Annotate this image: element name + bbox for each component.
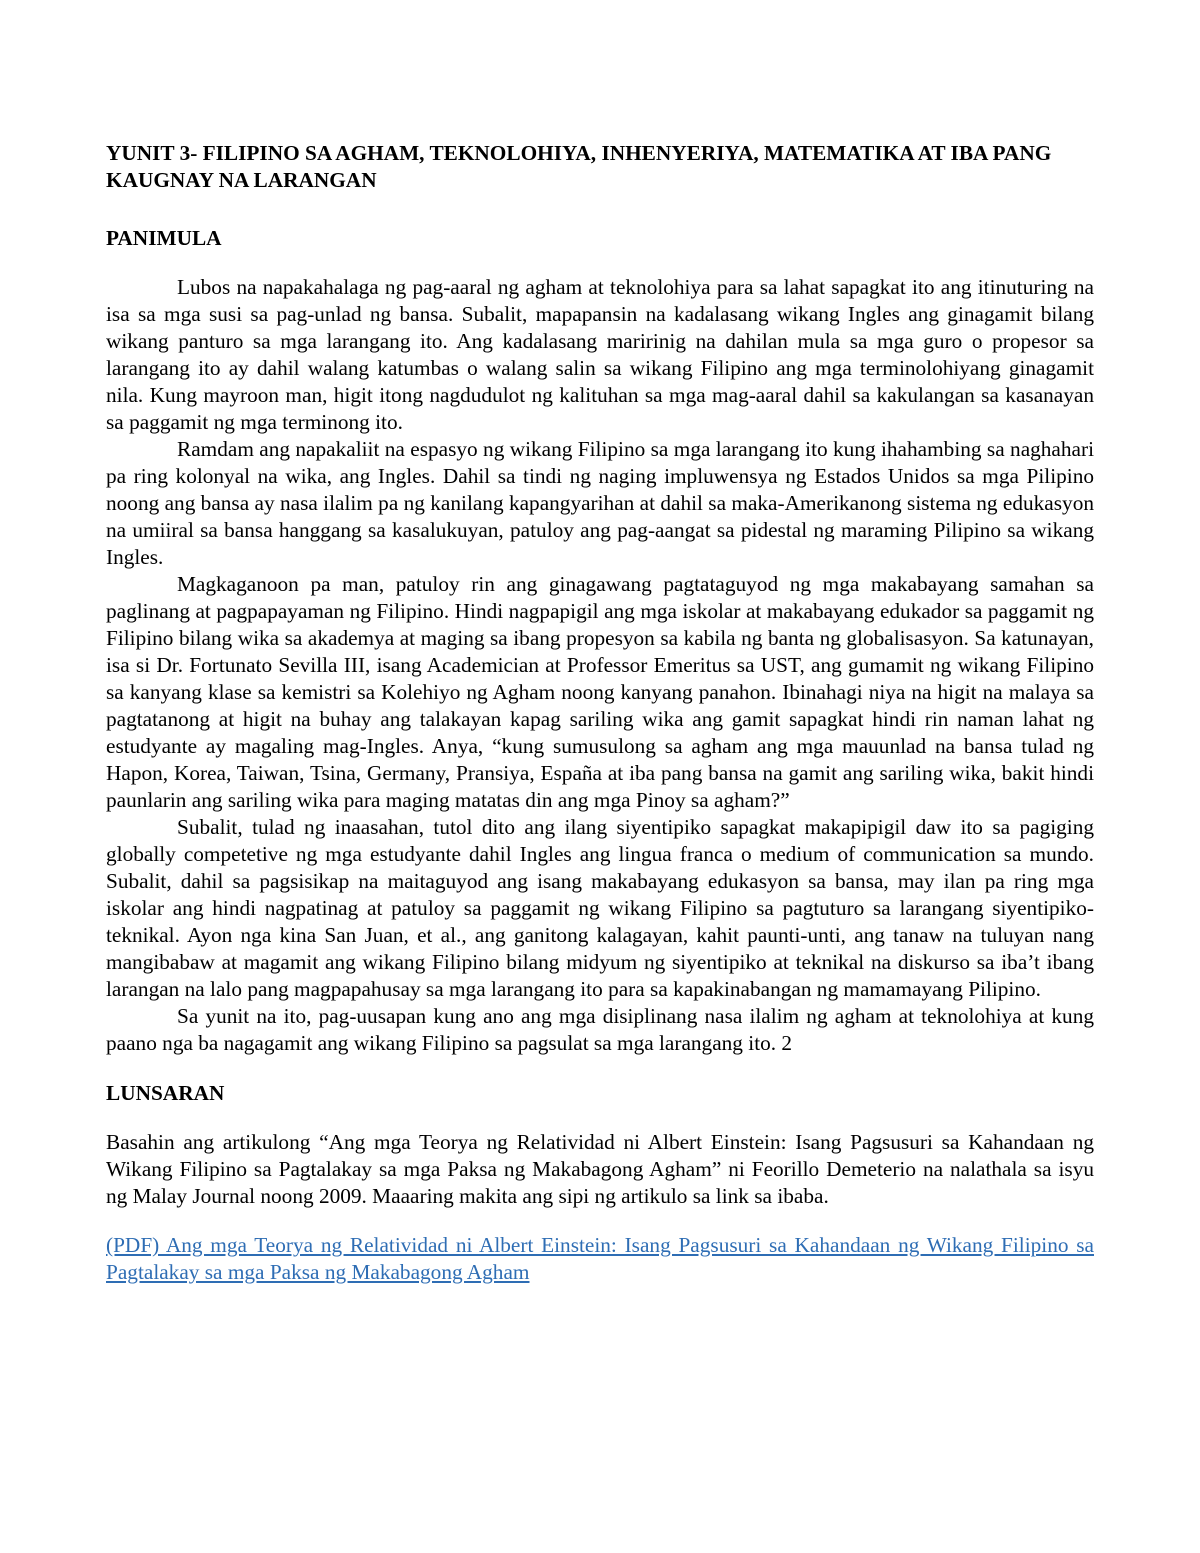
paragraph-2: Ramdam ang napakaliit na espasyo ng wikang Filipino sa mga larangang ito kung ihahambing sa naghahari pa ring kolonyal na wika, ang Ingles. Dahil sa tindi ng naging impluwensya ng Estados Unidos sa mga Pilipino noong ang bansa ay nasa ilalim pa ng kanilang kapangyarihan at dahil sa maka-Amerikanong sistema ng edukasyon na umiiral sa bansa hanggang sa kasalukuyan, patuloy ang pag-aangat sa pidestal ng maraming Pilipino sa wikang Ingles. bbox=[106, 437, 1094, 569]
section-heading-panimula: PANIMULA bbox=[106, 226, 222, 250]
paragraph-4: Subalit, tulad ng inaasahan, tutol dito ang ilang siyentipiko sapagkat makapipigil daw ito sa pagiging globally competetive ng mga estudyante dahil Ingles ang lingua franca o medium of communication sa mundo. Subalit, dahil sa pagsisikap na maitaguyod ang isang makabayang edukasyon sa bansa, may ilan pa ring mga iskolar ang hindi nagpatinag at patuloy sa paggamit ng wikang Filipino sa pagtuturo sa larangang siyentipiko-teknikal. Ayon nga kina San Juan, et al., ang ganitong kalagayan, kahit paunti-unti, ang tanaw na tuluyan nang mangibabaw at magamit ang wikang Filipino bilang midyum ng siyentipiko at teknikal na diskurso sa iba’t ibang larangan na lalo pang magpapahusay sa mga larangang ito para sa kapakinabangan ng mamamayang Pilipino. bbox=[106, 815, 1094, 1001]
paragraph-1: Lubos na napakahalaga ng pag-aaral ng agham at teknolohiya para sa lahat sapagkat ito ang itinuturing na isa sa mga susi sa pag-unlad ng bansa. Subalit, mapapansin na kadalasang wikang Ingles ang ginagamit bilang wikang panturo sa mga larangang ito. Ang kadalasang maririnig na dahilan mula sa mga guro o propesor sa larangang ito ay dahil walang katumbas o walang salin sa wikang Filipino ang mga terminolohiyang ginagamit nila. Kung mayroon man, higit itong nagdudulot ng kalituhan sa mga mag-aaral dahil sa kakulangan sa kasanayan sa paggamit ng mga terminong ito. bbox=[106, 275, 1094, 434]
article-link-container bbox=[106, 1232, 1094, 1286]
section-heading-lunsaran: LUNSARAN bbox=[106, 1081, 225, 1105]
article-pdf-link[interactable]: (PDF) Ang mga Teorya ng Relatividad ni Albert Einstein: Isang Pagsusuri sa Kahandaan ng Wikang Filipino sa Pagtalakay sa mga Paksa ng Makabagong Agham bbox=[106, 1233, 1094, 1284]
unit-title: YUNIT 3- FILIPINO SA AGHAM, TEKNOLOHIYA, INHENYERIYA, MATEMATIKA AT IBA PANG KAUGNAY NA LARANGAN bbox=[106, 141, 1052, 192]
lunsaran-paragraph: Basahin ang artikulong “Ang mga Teorya ng Relatividad ni Albert Einstein: Isang Pagsusuri sa Kahandaan ng Wikang Filipino sa Pagtalakay sa mga Paksa ng Makabagong Agham” ni Feorillo Demeterio na nalathala sa isyu ng Malay Journal noong 2009. Maaaring makita ang sipi ng artikulo sa link sa ibaba. bbox=[106, 1130, 1094, 1208]
panimula-body bbox=[106, 274, 1094, 1057]
paragraph-5: Sa yunit na ito, pag-uusapan kung ano ang mga disiplinang nasa ilalim ng agham at teknolohiya at kung paano nga ba nagagamit ang wikang Filipino sa pagsulat sa mga larangang ito. 2 bbox=[106, 1004, 1094, 1055]
document-page bbox=[106, 140, 1094, 1286]
paragraph-3: Magkaganoon pa man, patuloy rin ang ginagawang pagtataguyod ng mga makabayang samahan sa paglinang at pagpapayaman ng Filipino. Hindi nagpapigil ang mga iskolar at makabayang edukador sa paggamit ng Filipino bilang wika sa akademya at maging sa ibang propesyon sa kabila ng banta ng globalisasyon. Sa katunayan, isa si Dr. Fortunato Sevilla III, isang Academician at Professor Emeritus sa UST, ang gumamit ng wikang Filipino sa kanyang klase sa kemistri sa Kolehiyo ng Agham noong kanyang panahon. Ibinahagi niya na higit na malaya sa pagtatanong at higit na buhay ang talakayan kapag sariling wika ang gamit sapagkat hindi rin naman lahat ng estudyante ay magaling mag-Ingles. Anya, “kung sumusulong sa agham ang mga mauunlad na bansa tulad ng Hapon, Korea, Taiwan, Tsina, Germany, Pransiya, España at iba pang bansa na gamit ang sariling wika, bakit hindi paunlarin ang sariling wika para maging matatas din ang mga Pinoy sa agham?” bbox=[106, 572, 1094, 812]
